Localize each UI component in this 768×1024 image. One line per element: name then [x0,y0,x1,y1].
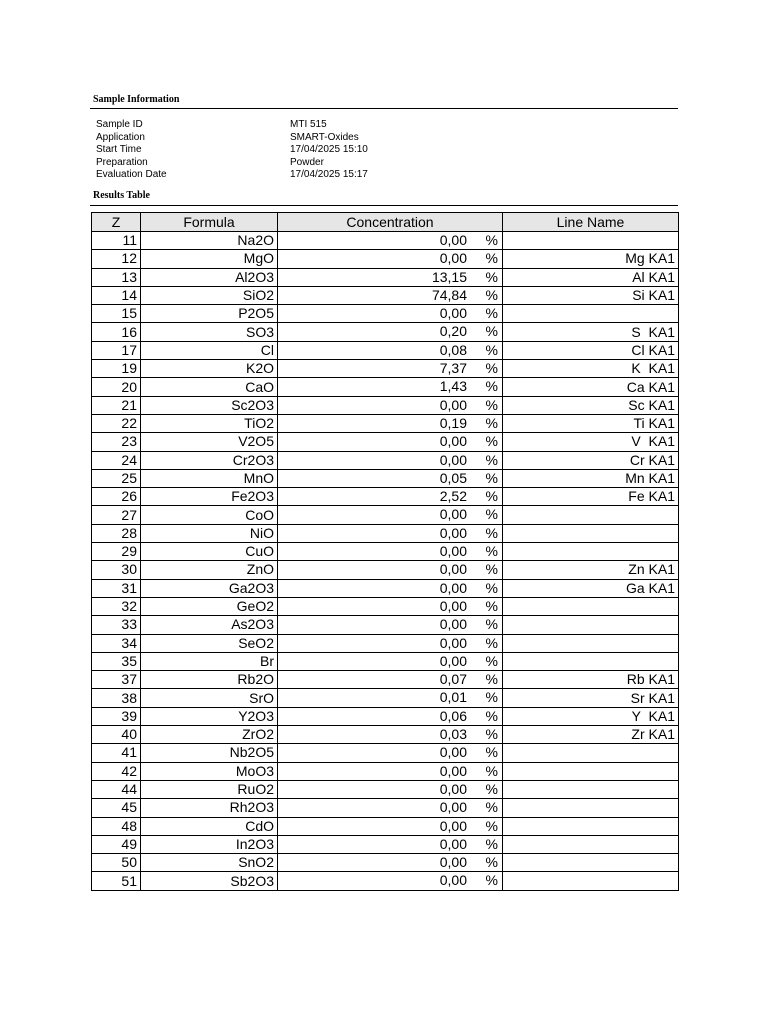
cell-z: 49 [92,835,141,853]
concentration-unit: % [485,872,498,889]
cell-z: 50 [92,854,141,872]
table-row [92,634,679,652]
cell-z: 33 [92,616,141,634]
table-row [92,469,679,487]
cell-formula: TiO2 [141,414,278,432]
concentration-unit: % [485,396,498,413]
concentration-value: 0,01 [439,689,467,706]
cell-z: 31 [92,579,141,597]
table-row [92,396,679,414]
cell-concentration [278,305,503,323]
cell-z: 16 [92,323,141,341]
concentration-unit: % [485,305,498,322]
cell-z: 42 [92,762,141,780]
header-z: Z [92,213,141,232]
table-row [92,232,679,250]
cell-z: 29 [92,543,141,561]
concentration-unit: % [485,360,498,377]
cell-formula: SnO2 [141,854,278,872]
cell-formula: Sc2O3 [141,396,278,414]
cell-formula: MnO [141,469,278,487]
cell-formula: Rh2O3 [141,799,278,817]
cell-z: 20 [92,378,141,396]
cell-concentration [278,323,503,341]
cell-line-name [503,652,679,670]
table-row [92,726,679,744]
cell-line-name [503,543,679,561]
cell-line-name: Mg KA1 [503,250,679,268]
concentration-value: 0,00 [439,762,467,779]
concentration-unit: % [485,433,498,450]
sample-information-block [96,119,496,182]
cell-line-name: Cr KA1 [503,451,679,469]
concentration-value: 7,37 [439,360,467,377]
cell-concentration [278,817,503,835]
cell-concentration [278,360,503,378]
info-row-preparation [96,157,496,170]
cell-concentration [278,726,503,744]
cell-line-name: Y KA1 [503,707,679,725]
cell-formula: CdO [141,817,278,835]
cell-z: 32 [92,597,141,615]
cell-concentration [278,451,503,469]
concentration-unit: % [485,616,498,633]
info-row-sample-id [96,119,496,132]
cell-formula: Al2O3 [141,268,278,286]
table-row [92,543,679,561]
cell-concentration [278,616,503,634]
concentration-value: 0,00 [439,744,467,761]
cell-concentration [278,543,503,561]
cell-formula: CuO [141,543,278,561]
cell-concentration [278,689,503,707]
table-row [92,414,679,432]
cell-z: 15 [92,305,141,323]
cell-line-name [503,762,679,780]
concentration-value: 0,08 [439,341,467,358]
cell-line-name: Zn KA1 [503,561,679,579]
concentration-unit: % [485,488,498,505]
cell-concentration [278,469,503,487]
cell-formula: Sb2O3 [141,872,278,890]
header-line-name: Line Name [503,213,679,232]
cell-line-name: Fe KA1 [503,488,679,506]
cell-formula: ZrO2 [141,726,278,744]
concentration-value: 0,00 [439,524,467,541]
cell-concentration [278,232,503,250]
cell-line-name: K KA1 [503,360,679,378]
cell-line-name: Sr KA1 [503,689,679,707]
concentration-unit: % [485,744,498,761]
concentration-value: 0,00 [439,433,467,450]
table-row [92,506,679,524]
cell-z: 21 [92,396,141,414]
info-value: MTI 515 [290,119,327,130]
cell-z: 27 [92,506,141,524]
info-row-start-time [96,144,496,157]
info-label: Sample ID [96,119,143,130]
cell-formula: Y2O3 [141,707,278,725]
cell-formula: Na2O [141,232,278,250]
cell-formula: GeO2 [141,597,278,615]
cell-formula: SeO2 [141,634,278,652]
concentration-unit: % [485,579,498,596]
concentration-unit: % [485,726,498,743]
cell-concentration [278,506,503,524]
cell-z: 22 [92,414,141,432]
table-row [92,268,679,286]
cell-z: 48 [92,817,141,835]
cell-concentration [278,597,503,615]
cell-z: 28 [92,524,141,542]
cell-z: 38 [92,689,141,707]
concentration-unit: % [485,286,498,303]
cell-z: 35 [92,652,141,670]
cell-concentration [278,835,503,853]
cell-formula: Fe2O3 [141,488,278,506]
table-row [92,323,679,341]
cell-formula: P2O5 [141,305,278,323]
cell-line-name [503,817,679,835]
cell-z: 39 [92,707,141,725]
cell-concentration [278,524,503,542]
header-concentration: Concentration [278,213,503,232]
cell-formula: In2O3 [141,835,278,853]
concentration-value: 0,00 [439,451,467,468]
concentration-unit: % [485,524,498,541]
concentration-unit: % [485,689,498,706]
cell-formula: NiO [141,524,278,542]
cell-line-name [503,506,679,524]
cell-line-name [503,616,679,634]
concentration-unit: % [485,341,498,358]
info-label: Start Time [96,144,142,155]
sample-information-divider [90,108,678,109]
table-row [92,524,679,542]
table-row [92,817,679,835]
header-formula: Formula [141,213,278,232]
cell-z: 41 [92,744,141,762]
concentration-value: 1,43 [439,378,467,395]
table-row [92,652,679,670]
table-row [92,305,679,323]
concentration-value: 0,00 [439,817,467,834]
concentration-value: 0,00 [439,305,467,322]
cell-line-name [503,597,679,615]
concentration-value: 0,00 [439,854,467,871]
table-row [92,597,679,615]
table-row [92,671,679,689]
table-row [92,378,679,396]
concentration-unit: % [485,232,498,248]
concentration-value: 0,00 [439,506,467,523]
cell-line-name [503,872,679,890]
cell-line-name: Zr KA1 [503,726,679,744]
cell-concentration [278,396,503,414]
info-label: Evaluation Date [96,169,167,180]
table-row [92,689,679,707]
cell-z: 40 [92,726,141,744]
cell-concentration [278,250,503,268]
table-row [92,854,679,872]
concentration-value: 0,00 [439,561,467,578]
results-header-row [92,213,679,232]
cell-formula: MgO [141,250,278,268]
cell-concentration [278,744,503,762]
cell-formula: V2O5 [141,433,278,451]
cell-formula: CaO [141,378,278,396]
concentration-value: 0,00 [439,396,467,413]
table-row [92,250,679,268]
cell-concentration [278,414,503,432]
info-value: 17/04/2025 15:10 [290,144,368,155]
table-row [92,744,679,762]
concentration-unit: % [485,854,498,871]
cell-z: 11 [92,232,141,250]
cell-formula: Br [141,652,278,670]
table-row [92,780,679,798]
concentration-value: 13,15 [431,268,467,285]
cell-z: 12 [92,250,141,268]
cell-z: 19 [92,360,141,378]
results-table-divider [90,205,678,206]
concentration-unit: % [485,762,498,779]
table-row [92,799,679,817]
info-row-evaluation-date [96,169,496,182]
cell-z: 13 [92,268,141,286]
cell-concentration [278,854,503,872]
cell-line-name [503,634,679,652]
cell-formula: Cr2O3 [141,451,278,469]
concentration-value: 0,00 [439,543,467,560]
concentration-unit: % [485,451,498,468]
concentration-value: 0,05 [439,469,467,486]
cell-concentration [278,671,503,689]
cell-concentration [278,433,503,451]
cell-line-name: Al KA1 [503,268,679,286]
cell-formula: Ga2O3 [141,579,278,597]
table-row [92,579,679,597]
cell-z: 23 [92,433,141,451]
sample-information-title: Sample Information [93,94,180,105]
cell-line-name [503,232,679,250]
cell-line-name: Cl KA1 [503,341,679,359]
cell-z: 37 [92,671,141,689]
concentration-unit: % [485,780,498,797]
concentration-value: 2,52 [439,488,467,505]
cell-formula: MoO3 [141,762,278,780]
info-label: Application [96,131,145,143]
concentration-value: 0,00 [439,616,467,633]
concentration-unit: % [485,506,498,523]
concentration-value: 0,00 [439,232,467,248]
cell-line-name [503,835,679,853]
cell-concentration [278,799,503,817]
cell-z: 25 [92,469,141,487]
cell-formula: ZnO [141,561,278,579]
cell-concentration [278,341,503,359]
table-row [92,561,679,579]
results-table-title: Results Table [93,190,150,201]
concentration-value: 0,19 [439,414,467,431]
concentration-unit: % [485,268,498,285]
cell-line-name [503,524,679,542]
concentration-unit: % [485,323,498,340]
cell-line-name: Sc KA1 [503,396,679,414]
table-row [92,433,679,451]
table-row [92,360,679,378]
cell-z: 44 [92,780,141,798]
cell-formula: Rb2O [141,671,278,689]
concentration-unit: % [485,597,498,614]
cell-formula: SrO [141,689,278,707]
concentration-unit: % [485,652,498,669]
cell-z: 14 [92,286,141,304]
cell-z: 34 [92,634,141,652]
cell-concentration [278,652,503,670]
cell-line-name [503,780,679,798]
cell-concentration [278,488,503,506]
concentration-value: 0,03 [439,726,467,743]
table-row [92,835,679,853]
concentration-unit: % [485,469,498,486]
concentration-value: 0,00 [439,780,467,797]
cell-line-name: Rb KA1 [503,671,679,689]
results-table [91,212,679,891]
concentration-value: 0,00 [439,835,467,852]
concentration-unit: % [485,634,498,651]
info-value: Powder [290,156,324,168]
cell-concentration [278,561,503,579]
concentration-unit: % [485,707,498,724]
cell-line-name [503,744,679,762]
cell-line-name [503,305,679,323]
cell-concentration [278,872,503,890]
cell-formula: SO3 [141,323,278,341]
cell-formula: K2O [141,360,278,378]
cell-line-name [503,854,679,872]
cell-z: 17 [92,341,141,359]
cell-formula: As2O3 [141,616,278,634]
cell-line-name: Si KA1 [503,286,679,304]
cell-line-name [503,799,679,817]
concentration-unit: % [485,414,498,431]
cell-z: 26 [92,488,141,506]
table-row [92,707,679,725]
cell-z: 30 [92,561,141,579]
table-row [92,286,679,304]
cell-formula: CoO [141,506,278,524]
cell-z: 51 [92,872,141,890]
info-value: 17/04/2025 15:17 [290,169,368,180]
concentration-unit: % [485,543,498,560]
cell-line-name: Ti KA1 [503,414,679,432]
concentration-value: 0,06 [439,707,467,724]
table-row [92,341,679,359]
info-row-application [96,132,496,145]
concentration-value: 0,20 [439,323,467,340]
concentration-value: 0,00 [439,634,467,651]
concentration-unit: % [485,250,498,267]
info-label: Preparation [96,156,148,168]
concentration-unit: % [485,378,498,395]
cell-z: 24 [92,451,141,469]
cell-formula: Nb2O5 [141,744,278,762]
results-body [92,232,679,891]
cell-line-name: Ga KA1 [503,579,679,597]
cell-formula: SiO2 [141,286,278,304]
concentration-value: 0,00 [439,872,467,889]
cell-concentration [278,378,503,396]
concentration-value: 0,00 [439,579,467,596]
cell-concentration [278,780,503,798]
concentration-unit: % [485,671,498,688]
cell-concentration [278,707,503,725]
cell-line-name: Ca KA1 [503,378,679,396]
concentration-value: 0,00 [439,250,467,267]
table-row [92,488,679,506]
table-row [92,616,679,634]
table-row [92,872,679,890]
cell-concentration [278,286,503,304]
table-row [92,451,679,469]
cell-z: 45 [92,799,141,817]
cell-formula: RuO2 [141,780,278,798]
cell-concentration [278,579,503,597]
cell-concentration [278,634,503,652]
concentration-unit: % [485,817,498,834]
concentration-unit: % [485,561,498,578]
concentration-unit: % [485,835,498,852]
cell-formula: Cl [141,341,278,359]
concentration-unit: % [485,799,498,816]
concentration-value: 0,00 [439,652,467,669]
info-value: SMART-Oxides [290,131,359,143]
table-row [92,762,679,780]
cell-line-name: Mn KA1 [503,469,679,487]
cell-line-name: S KA1 [503,323,679,341]
concentration-value: 74,84 [431,286,467,303]
concentration-value: 0,07 [439,671,467,688]
cell-line-name: V KA1 [503,433,679,451]
cell-concentration [278,268,503,286]
concentration-value: 0,00 [439,799,467,816]
concentration-value: 0,00 [439,597,467,614]
cell-concentration [278,762,503,780]
